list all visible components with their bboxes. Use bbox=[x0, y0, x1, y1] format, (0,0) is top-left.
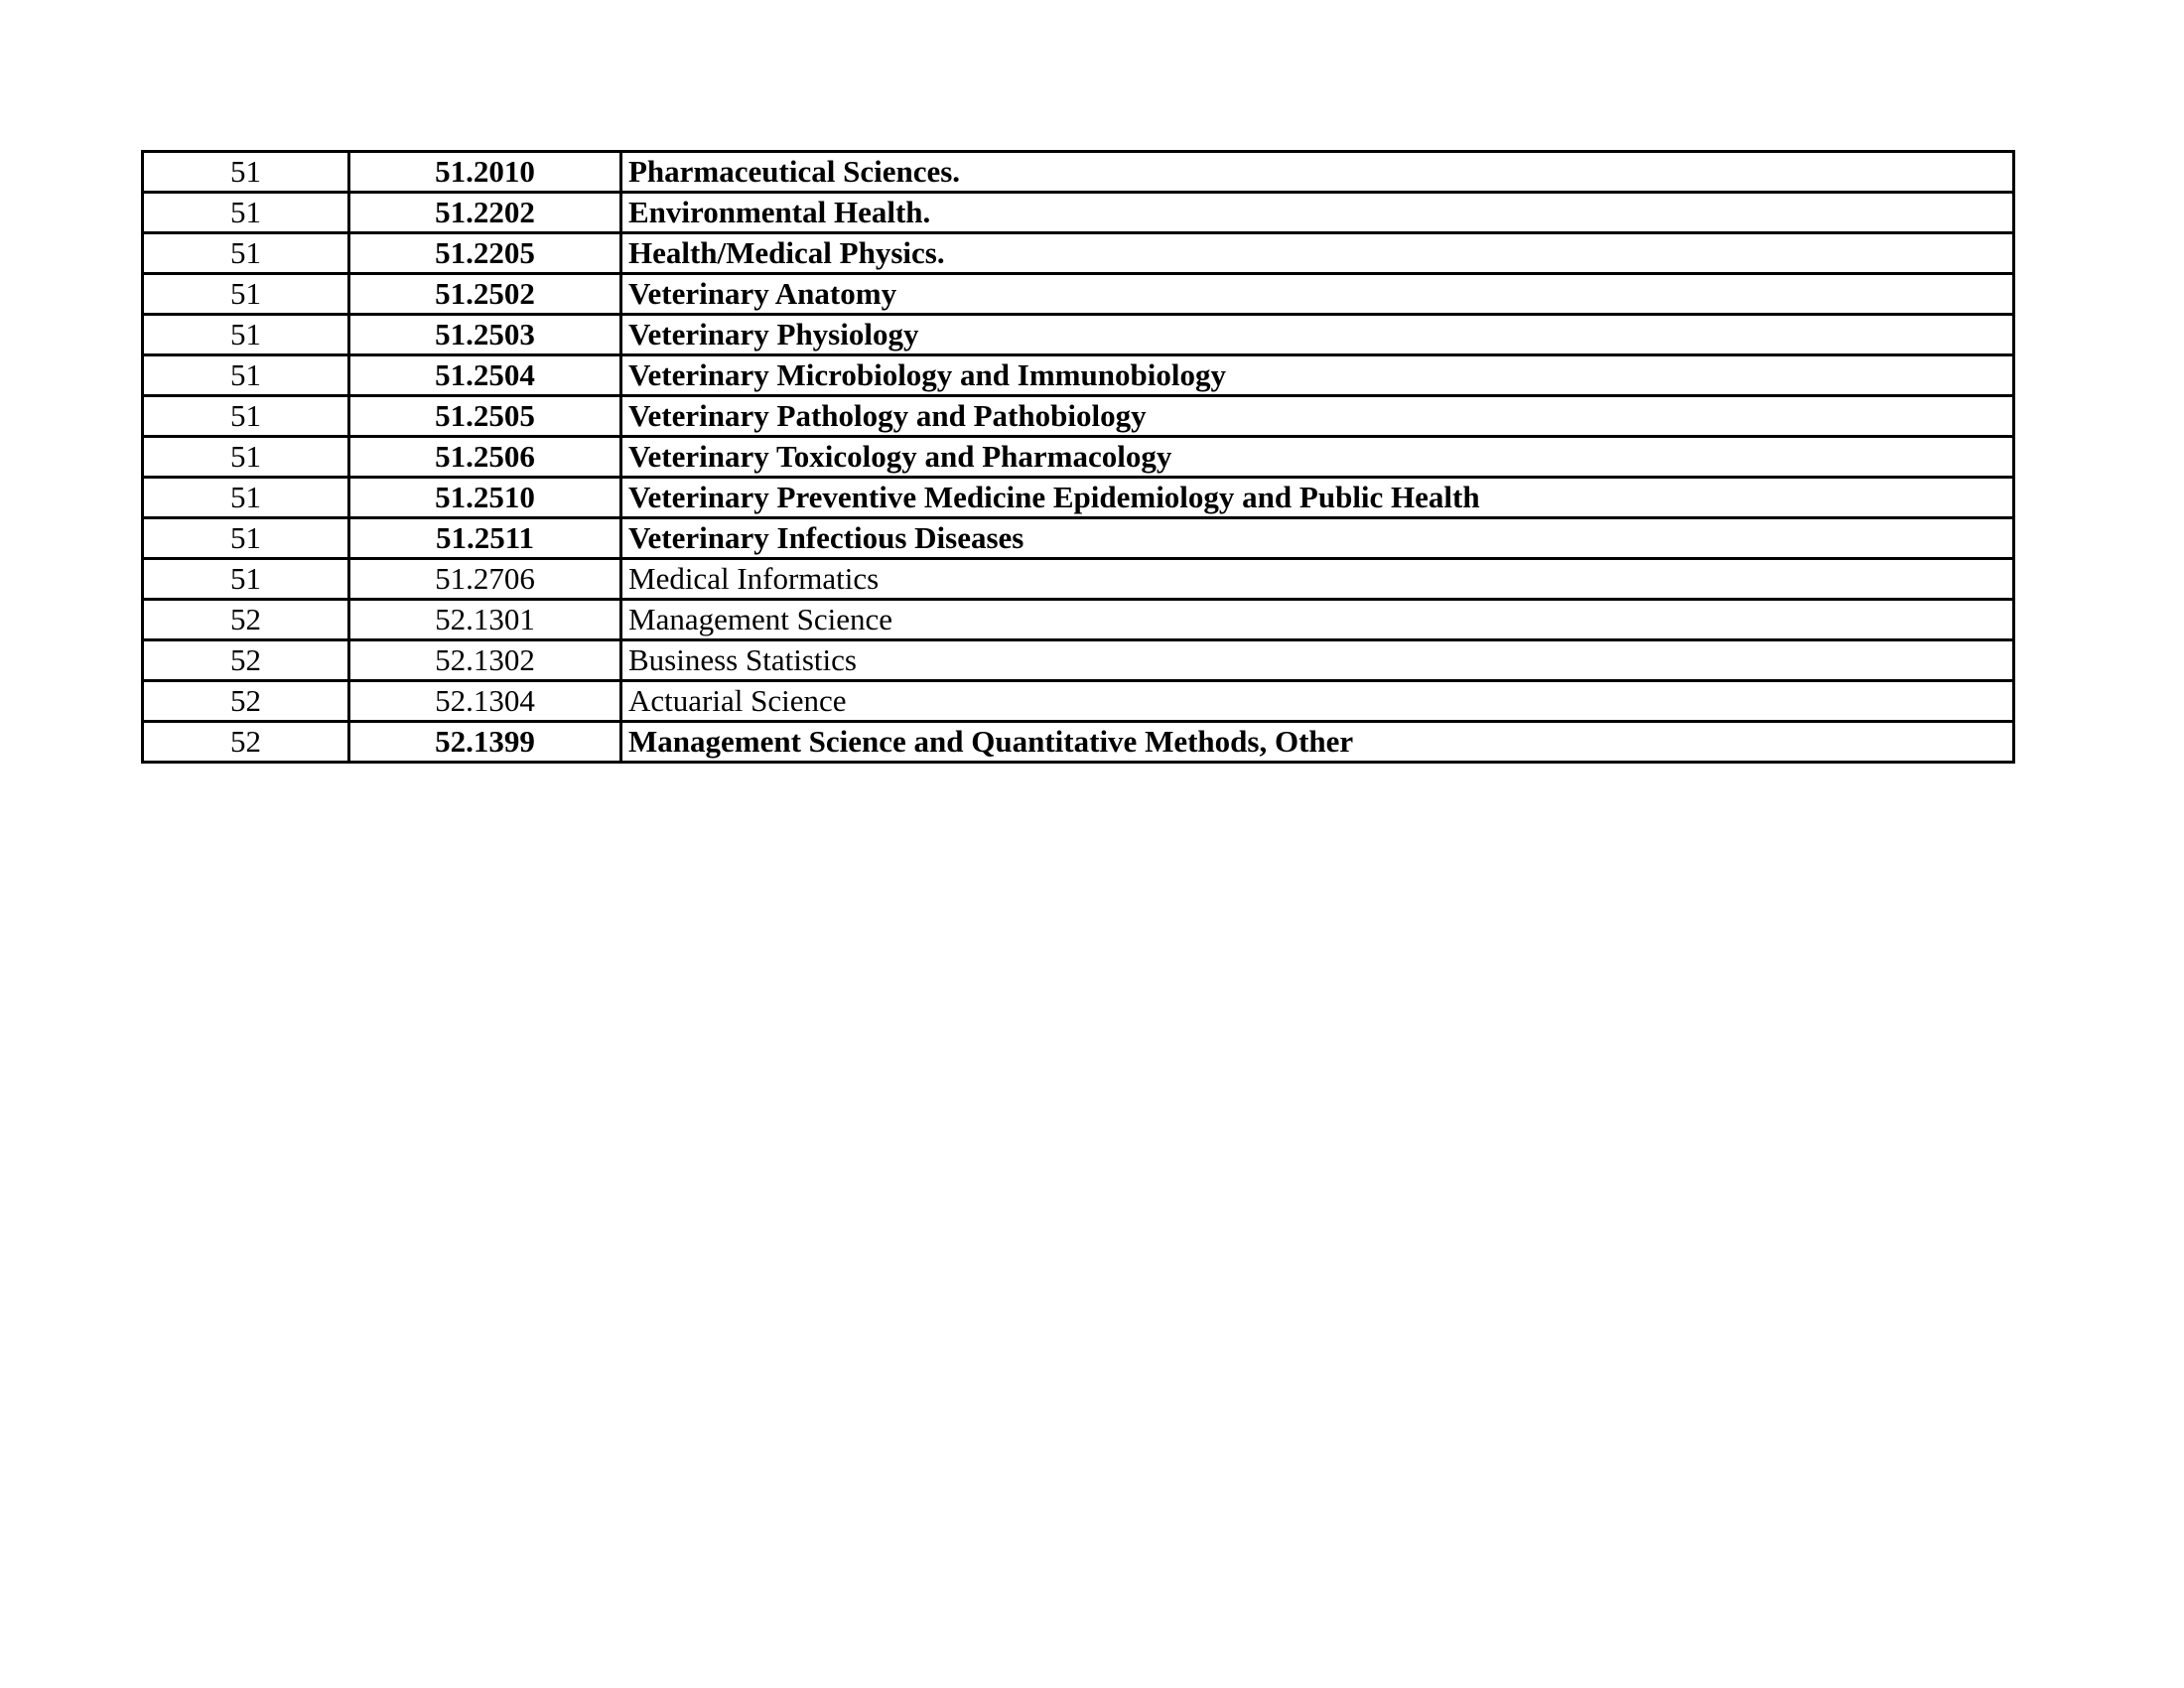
family-cell: 51 bbox=[143, 559, 349, 600]
table-row bbox=[143, 681, 2014, 722]
family-cell: 51 bbox=[143, 437, 349, 478]
title-cell: Management Science and Quantitative Methods, Other bbox=[621, 722, 2014, 763]
code-cell: 51.2504 bbox=[349, 355, 621, 396]
title-cell: Veterinary Pathology and Pathobiology bbox=[621, 396, 2014, 437]
code-cell: 51.2511 bbox=[349, 518, 621, 559]
table-row bbox=[143, 274, 2014, 315]
table-row bbox=[143, 640, 2014, 681]
family-cell: 51 bbox=[143, 355, 349, 396]
table-row bbox=[143, 396, 2014, 437]
table-row bbox=[143, 722, 2014, 763]
family-cell: 51 bbox=[143, 396, 349, 437]
title-cell: Veterinary Toxicology and Pharmacology bbox=[621, 437, 2014, 478]
title-cell: Pharmaceutical Sciences. bbox=[621, 152, 2014, 193]
family-cell: 51 bbox=[143, 315, 349, 355]
family-cell: 51 bbox=[143, 152, 349, 193]
family-cell: 51 bbox=[143, 233, 349, 274]
title-cell: Business Statistics bbox=[621, 640, 2014, 681]
code-cell: 51.2502 bbox=[349, 274, 621, 315]
title-cell: Management Science bbox=[621, 600, 2014, 640]
table-row bbox=[143, 193, 2014, 233]
code-cell: 51.2010 bbox=[349, 152, 621, 193]
title-cell: Medical Informatics bbox=[621, 559, 2014, 600]
code-cell: 52.1304 bbox=[349, 681, 621, 722]
code-cell: 51.2506 bbox=[349, 437, 621, 478]
table-row bbox=[143, 559, 2014, 600]
code-cell: 51.2510 bbox=[349, 478, 621, 518]
title-cell: Veterinary Physiology bbox=[621, 315, 2014, 355]
code-cell: 51.2505 bbox=[349, 396, 621, 437]
title-cell: Veterinary Microbiology and Immunobiology bbox=[621, 355, 2014, 396]
family-cell: 51 bbox=[143, 518, 349, 559]
table-row bbox=[143, 152, 2014, 193]
table-row bbox=[143, 355, 2014, 396]
title-cell: Environmental Health. bbox=[621, 193, 2014, 233]
family-cell: 52 bbox=[143, 600, 349, 640]
code-cell: 52.1399 bbox=[349, 722, 621, 763]
code-cell: 51.2706 bbox=[349, 559, 621, 600]
code-cell: 52.1301 bbox=[349, 600, 621, 640]
cip-code-table bbox=[141, 150, 2015, 764]
table-row bbox=[143, 233, 2014, 274]
title-cell: Veterinary Infectious Diseases bbox=[621, 518, 2014, 559]
code-cell: 51.2503 bbox=[349, 315, 621, 355]
title-cell: Veterinary Anatomy bbox=[621, 274, 2014, 315]
code-cell: 52.1302 bbox=[349, 640, 621, 681]
title-cell: Health/Medical Physics. bbox=[621, 233, 2014, 274]
title-cell: Veterinary Preventive Medicine Epidemiology and Public Health bbox=[621, 478, 2014, 518]
family-cell: 51 bbox=[143, 478, 349, 518]
family-cell: 52 bbox=[143, 722, 349, 763]
code-cell: 51.2205 bbox=[349, 233, 621, 274]
table-row bbox=[143, 600, 2014, 640]
table-row bbox=[143, 437, 2014, 478]
title-cell: Actuarial Science bbox=[621, 681, 2014, 722]
table-row bbox=[143, 518, 2014, 559]
table-row bbox=[143, 315, 2014, 355]
table-row bbox=[143, 478, 2014, 518]
code-cell: 51.2202 bbox=[349, 193, 621, 233]
family-cell: 52 bbox=[143, 640, 349, 681]
family-cell: 51 bbox=[143, 193, 349, 233]
family-cell: 52 bbox=[143, 681, 349, 722]
family-cell: 51 bbox=[143, 274, 349, 315]
